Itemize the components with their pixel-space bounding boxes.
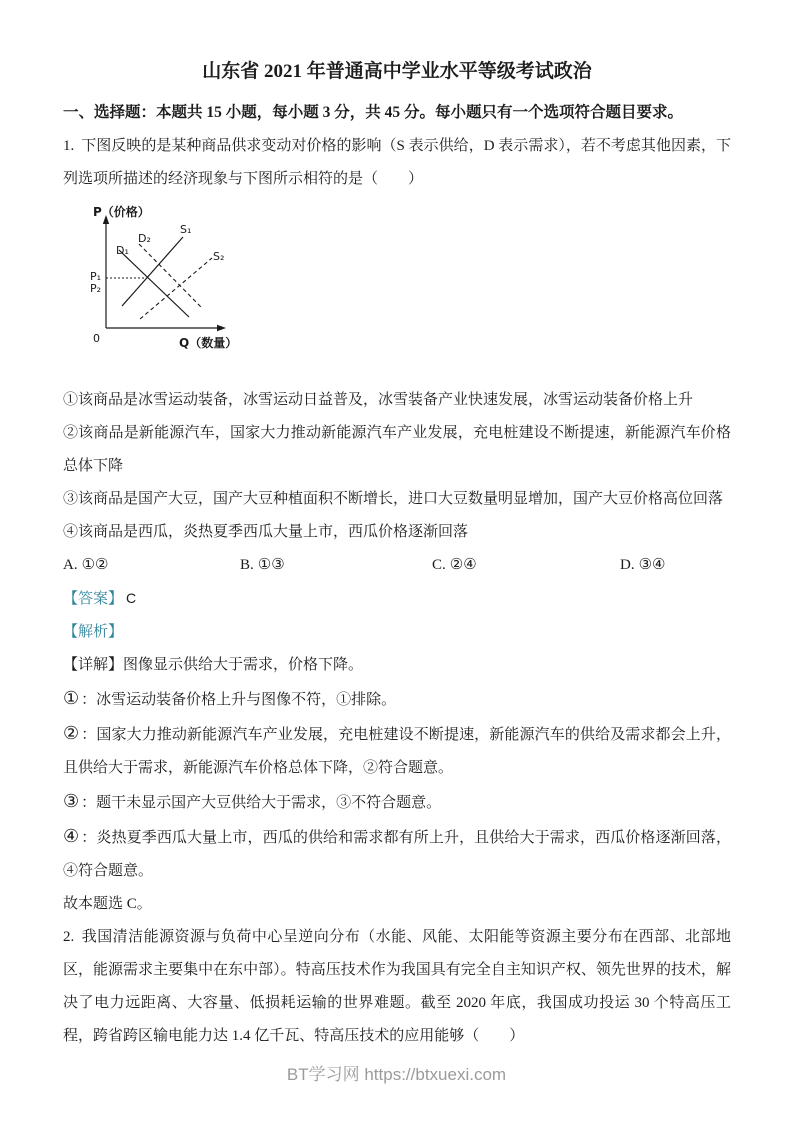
option-b-text: ①③ xyxy=(257,557,285,573)
question1-statement-3: ③该商品是国产大豆，国产大豆种植面积不断增长，进口大豆数量明显增加，国产大豆价格高位回落 xyxy=(63,491,724,507)
answer-line xyxy=(63,582,731,616)
analysis-line xyxy=(63,616,731,649)
section-heading: 一、选择题：本题共 15 小题，每小题 3 分，共 45 分。每小题只有一个选项符合题目要求。 xyxy=(63,104,684,121)
option-b-label: B. xyxy=(240,557,254,573)
explanation-2 xyxy=(63,717,731,785)
s2-label: S₂ xyxy=(213,250,225,263)
question2-stem xyxy=(63,921,731,1053)
d1-curve xyxy=(119,250,189,317)
conclusion-line: 故本题选 C。 xyxy=(63,896,152,912)
y-axis-label: P（价格） xyxy=(93,205,150,219)
option-d xyxy=(620,549,731,582)
question2-stem-text: 我国清洁能源资源与负荷中心呈逆向分布（水能、风能、太阳能等资源主要分布在西部、北部地区，能源需求主要集中在东中部）。特高压技术作为我国具有完全自主知识产权、领先世界的技术，解决了电力远距离、大容量、低损耗运输的世界难题。截至 2020 年底，我国成功投运 30 个特高压工程，跨省跨区输电能力达 1.4 亿千瓦、特高压技术的应用能够（ ） xyxy=(63,929,731,1044)
x-axis-arrow-icon xyxy=(217,325,226,331)
explanation-3-marker: ③ xyxy=(63,791,80,811)
explanation-2-marker: ② xyxy=(63,723,80,743)
question1-options-row xyxy=(63,549,731,582)
answer-tag: 【答案】 xyxy=(63,591,124,607)
question1-statement-2: ②该商品是新能源汽车，国家大力推动新能源汽车产业发展，充电桩建设不断提速，新能源汽车价格总体下降 xyxy=(63,425,731,474)
page-title: 山东省 2021 年普通高中学业水平等级考试政治 xyxy=(202,61,592,82)
question1-statement-1: ①该商品是冰雪运动装备，冰雪运动日益普及，冰雪装备产业快速发展，冰雪运动装备价格上升 xyxy=(63,392,694,408)
x-axis-label: Q（数量） xyxy=(179,336,238,350)
option-c xyxy=(432,549,620,582)
option-c-text: ②④ xyxy=(449,557,477,573)
detail-line xyxy=(63,649,731,682)
explanation-4 xyxy=(63,820,731,888)
explanation-3-text: ：题干未显示国产大豆供给大于需求，③不符合题意。 xyxy=(81,795,442,811)
s1-label: S₁ xyxy=(180,223,192,236)
s1-curve xyxy=(122,237,183,306)
option-b xyxy=(240,549,432,582)
analysis-tag: 【解析】 xyxy=(63,624,124,640)
explanation-4-marker: ④ xyxy=(63,826,80,846)
d1-label: D₁ xyxy=(116,244,129,257)
question1-statement-4: ④该商品是西瓜，炎热夏季西瓜大量上市，西瓜价格逐渐回落 xyxy=(63,524,469,540)
option-a xyxy=(63,549,240,582)
s2-curve xyxy=(140,258,212,319)
origin-label: 0 xyxy=(93,332,100,345)
d2-label: D₂ xyxy=(138,232,151,245)
option-d-text: ③④ xyxy=(638,557,666,573)
p1-tick-label: P₁ xyxy=(90,270,102,283)
option-d-label: D. xyxy=(620,557,635,573)
supply-demand-chart-svg xyxy=(73,200,325,356)
question1-stem xyxy=(63,130,731,196)
question1-stem-text: 下图反映的是某种商品供求变动对价格的影响（S 表示供给，D 表示需求），若不考虑其他因素，下列选项所描述的经济现象与下图所示相符的是（ ） xyxy=(63,138,731,187)
answer-value: C xyxy=(126,590,137,606)
watermark-footer: BT学习网 https://btxuexi.com xyxy=(286,1065,507,1084)
question1-number: 1. xyxy=(63,138,75,154)
question2-number: 2. xyxy=(63,929,75,945)
explanation-1 xyxy=(63,682,731,717)
detail-tag: 【详解】 xyxy=(63,657,124,673)
option-a-text: ①② xyxy=(81,557,109,573)
explanation-3 xyxy=(63,785,731,820)
option-c-label: C. xyxy=(432,557,446,573)
option-a-label: A. xyxy=(63,557,78,573)
detail-intro: 图像显示供给大于需求，价格下降。 xyxy=(123,657,364,673)
exam-document xyxy=(63,56,731,1053)
explanation-1-marker: ① xyxy=(63,688,80,708)
supply-demand-chart xyxy=(73,200,325,356)
p2-tick-label: P₂ xyxy=(90,282,102,295)
explanation-2-text: ：国家大力推动新能源汽车产业发展，充电桩建设不断提速，新能源汽车的供给及需求都会上升，且供给大于需求，新能源汽车价格总体下降，②符合题意。 xyxy=(63,727,731,776)
explanation-1-text: ：冰雪运动装备价格上升与图像不符，①排除。 xyxy=(81,692,397,708)
explanation-4-text: ：炎热夏季西瓜大量上市，西瓜的供给和需求都有所上升，且供给大于需求，西瓜价格逐渐回落，④符合题意。 xyxy=(63,830,731,879)
